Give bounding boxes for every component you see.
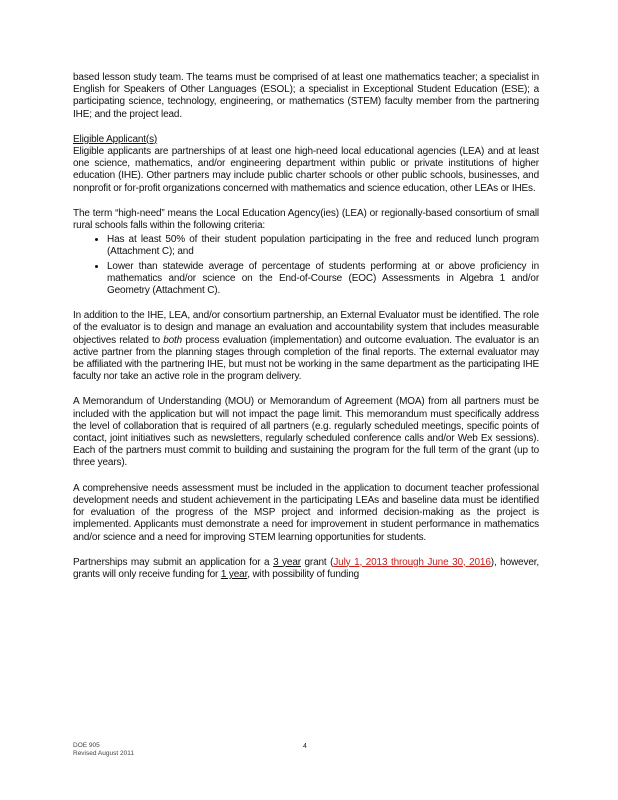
criteria-item-free-lunch: • Has at least 50% of their student population participating in the free and reduced lunch program (Attachment C); and: [107, 234, 539, 258]
footer-form-number: DOE 905: [73, 742, 100, 749]
page-body: [73, 72, 539, 581]
evaluator-text-start: In addition to the IHE, LEA, and/or consortium partnership, an External Evaluator must be identified. The role of the evaluator is to design and manage an evaluation and accountability system that includes measurable objectives related to: [73, 310, 539, 346]
grant-term-3-year: 3 year: [273, 556, 301, 568]
grant-text-1: Partnerships may submit an application for a: [73, 556, 270, 568]
criteria-list: [73, 234, 539, 297]
evaluator-text-end: process evaluation (implementation) and outcome evaluation. The evaluator is an active partner from the planning stages through completion of the final reports. The external evaluator may be affiliated with the partnering IHE, but must not be working in the same department as the participating IHE faculty nor take an active role in the program delivery.: [73, 334, 539, 383]
paragraph-high-need-definition: The term “high-need” means the Local Education Agency(ies) (LEA) or regionally-based consortium of small rural schools falls within the following criteria:: [73, 207, 539, 232]
paragraph-external-evaluator: [73, 310, 539, 383]
eligible-applicants-heading: Eligible Applicant(s): [73, 133, 158, 145]
footer-revision-date: Revised August 2011: [73, 750, 134, 757]
page-footer: [73, 742, 134, 758]
criteria-item-proficiency: • Lower than statewide average of percentage of students performing at or above proficiency in mathematics and/or science on the End-of-Course (EOC) Assessments in Algebra 1 and/or Geometry (Attachment C).: [107, 261, 539, 298]
grant-text-4: , with possibility of funding: [247, 568, 360, 580]
evaluator-emphasis-both: both: [163, 334, 183, 346]
grant-term-1-year: 1 year: [220, 568, 248, 580]
paragraph-grant-duration: [73, 557, 539, 581]
grant-text-3: ), however, grants will only receive funding for: [73, 556, 539, 580]
paragraph-eligible-applicants: Eligible applicants are partnerships of at least one high-need local educational agencies (LEA) and at least one science, mathematics, and/or engineering department within public or private institutions of higher education (IHE). Other partners may include public charter schools or other public schools, businesses, and nonprofit or for-profit organizations concerned with mathematics and science education, other LEAs or IHEs.: [73, 146, 539, 194]
page-number: 4: [303, 743, 307, 750]
paragraph-memorandum: A Memorandum of Understanding (MOU) or Memorandum of Agreement (MOA) from all partners must be included with the application but will not impact the page limit. This memorandum must specifically address the level of collaboration that is required of all partners (e.g. regularly scheduled meetings, specific points of contact, joint initiatives such as newsletters, regularly scheduled conference calls and/or Web Ex sessions). Each of the partners must commit to building and sustaining the program for the full term of the grant (up to three years).: [73, 396, 539, 469]
paragraph-needs-assessment: A comprehensive needs assessment must be included in the application to document teacher professional development needs and student achievement in the participating LEAs and baseline data must be identified for evaluation of the progress of the MSP project and informed decision-making as the project is implemented. Applicants must demonstrate a need for improvement in student performance in mathematics and/or science and a need for improving STEM learning opportunities for students.: [73, 482, 539, 543]
grant-date-range: July 1, 2013 through June 30, 2016: [333, 556, 491, 568]
paragraph-lesson-study-team: based lesson study team. The teams must be comprised of at least one mathematics teacher; a specialist in English for Speakers of Other Languages (ESOL); a specialist in Exceptional Student Education (ESE); a participating science, technology, engineering, or mathematics (STEM) faculty member from the partnering IHE; and the project lead.: [73, 72, 539, 120]
grant-text-2: grant (: [304, 556, 334, 568]
